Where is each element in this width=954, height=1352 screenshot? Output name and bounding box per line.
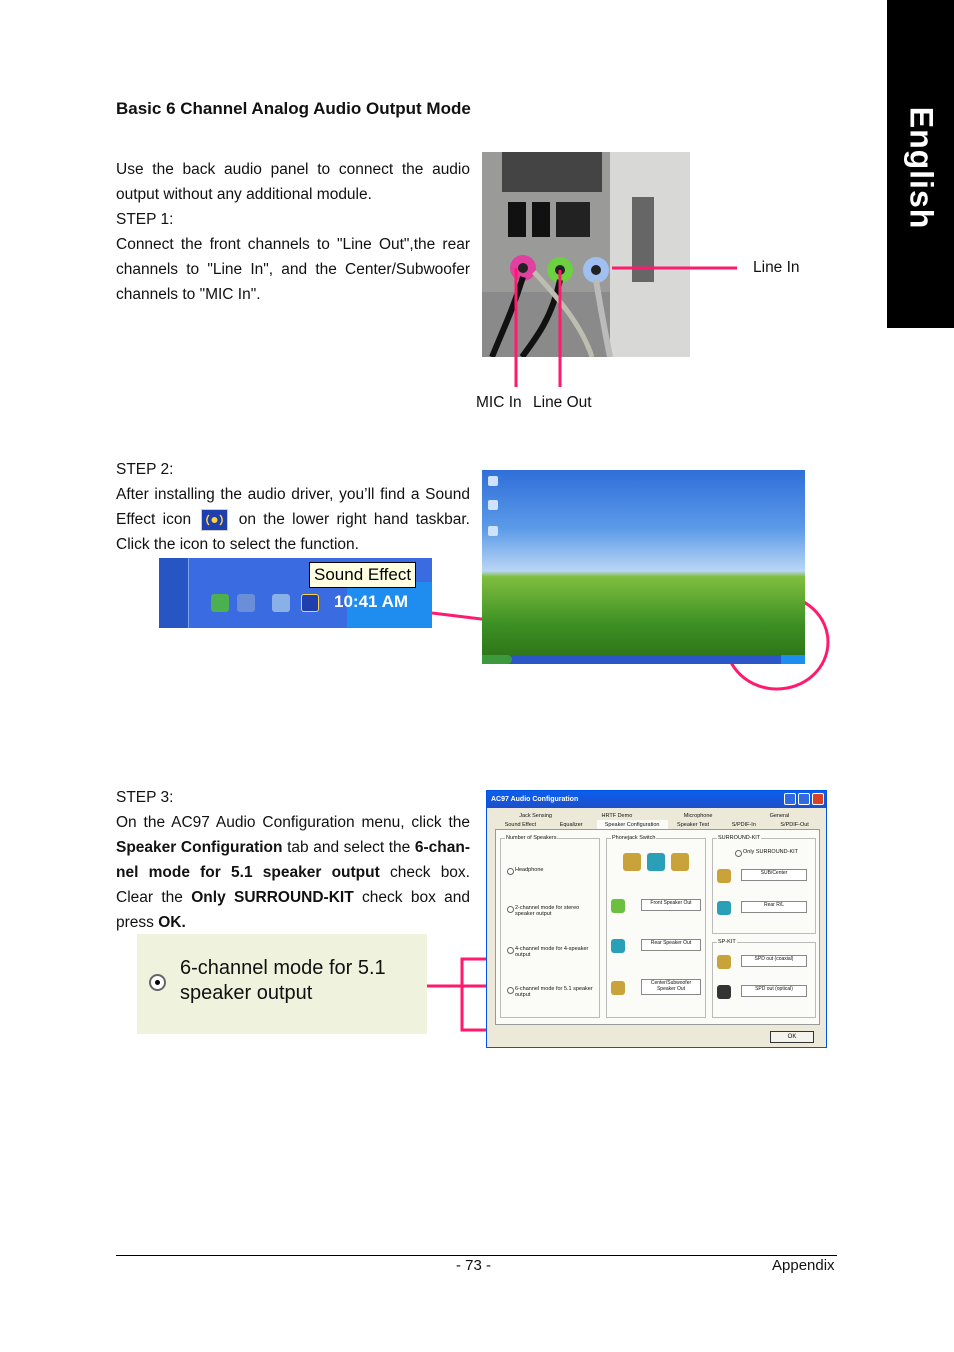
spd-out-optical-button[interactable]: SPD out (optical)	[741, 985, 807, 997]
ac97-config-window	[486, 790, 827, 1048]
network-icon[interactable]	[211, 594, 229, 612]
desktop-taskbar	[482, 655, 805, 664]
step2-title: STEP 2:	[116, 461, 174, 478]
sound-effect-tray-icon[interactable]	[301, 594, 319, 612]
start-button	[482, 655, 512, 664]
sub-center-button[interactable]: SUB/Center	[741, 869, 807, 881]
option-6-channel[interactable]: 6-channel mode for 5.1 speaker output	[515, 986, 595, 998]
sound-effect-icon	[201, 509, 228, 531]
desktop-icon-3	[488, 526, 498, 536]
step2-text	[116, 457, 470, 557]
rear-speaker-out-button[interactable]: Rear Speaker Out	[641, 939, 701, 951]
side-tab-label: English	[903, 106, 939, 230]
rear-rl-jack-icon	[717, 901, 731, 915]
jack-icon-3	[671, 853, 689, 871]
radio-selected-icon[interactable]	[149, 974, 166, 991]
group-title: SURROUND-KIT	[718, 835, 761, 841]
step2-body-b: on the lower right hand taskbar. Click the icon to select the function.	[116, 511, 470, 553]
number-of-speakers-group	[500, 835, 600, 1018]
jack-icon-1	[623, 853, 641, 871]
step3-text-1: On the AC97 Audio Configuration menu, click the	[116, 814, 470, 831]
group-title: Number of Speakers	[506, 835, 557, 841]
rear-rl-button[interactable]: Rear R/L	[741, 901, 807, 913]
speaker-config-panel	[495, 829, 820, 1025]
optical-jack-icon	[717, 985, 731, 999]
desktop-system-tray	[781, 655, 805, 664]
step1-title: STEP 1:	[116, 211, 174, 228]
sub-center-jack-icon	[717, 869, 731, 883]
close-button[interactable]	[812, 793, 824, 805]
minimize-button[interactable]	[784, 793, 796, 805]
desktop-icon-1	[488, 476, 498, 486]
only-surround-kit-checkbox[interactable]: Only SURROUND-KIT	[743, 849, 799, 855]
phonejack-switch-group	[606, 835, 706, 1018]
step3-bold-4: OK.	[158, 914, 186, 931]
front-jack-icon	[611, 899, 625, 913]
tray-clock: 10:41 AM	[334, 592, 409, 611]
step3-text-4: check box and press	[116, 889, 471, 931]
maximize-button[interactable]	[798, 793, 810, 805]
option-2-channel[interactable]: 2-channel mode for stereo speaker output	[515, 905, 595, 917]
step3-text-3: check box. Clear the	[116, 864, 470, 906]
mic-in-label: MIC In	[476, 394, 522, 411]
rear-jack-icon	[611, 939, 625, 953]
tab-microphone[interactable]: Microphone	[683, 813, 713, 819]
step3-body	[116, 810, 470, 935]
option-headphone[interactable]: Headphone	[515, 867, 595, 873]
zoom-option-label: 6-channel mode for 5.1 speaker output	[180, 957, 386, 1004]
front-speaker-out-button[interactable]: Front Speaker Out	[641, 899, 701, 911]
section-heading: Basic 6 Channel Analog Audio Output Mode	[116, 99, 471, 118]
tab-speaker-test[interactable]: Speaker Test	[677, 822, 710, 828]
line-out-label: Line Out	[533, 394, 592, 411]
group-title: SP-KIT	[718, 939, 736, 945]
window-title: AC97 Audio Configuration	[487, 791, 826, 808]
desktop-icon-2	[488, 500, 498, 510]
six-channel-option-zoom	[137, 934, 427, 1034]
jack-icon-2	[647, 853, 665, 871]
step1-intro: Use the back audio panel to connect the audio output without any additional module.	[116, 161, 470, 203]
step3-bold-1: Speaker Configuration	[116, 839, 283, 856]
footer-section: Appendix	[772, 1257, 835, 1274]
tab-speaker-configuration[interactable]: Speaker Configuration	[597, 820, 668, 830]
step3-text	[116, 785, 470, 935]
disconnected-icon[interactable]	[237, 594, 255, 612]
step3-title: STEP 3:	[116, 789, 174, 806]
tab-sound-effect[interactable]: Sound Effect	[504, 822, 537, 828]
group-title: Phonejack Switch	[612, 835, 656, 841]
tab-equalizer[interactable]: Equalizer	[559, 822, 583, 828]
option-4-channel[interactable]: 4-channel mode for 4-speaker output	[515, 946, 595, 958]
step3-bold-2: 6-chan- nel mode for 5.1 speaker output	[116, 839, 470, 881]
coaxial-jack-icon	[717, 955, 731, 969]
step2-body	[116, 482, 470, 557]
center-jack-icon	[611, 981, 625, 995]
sp-kit-group	[712, 939, 816, 1018]
taskbar-zoom	[159, 558, 432, 628]
center-subwoofer-button[interactable]: Center/Subwoofer Speaker Out	[641, 979, 701, 995]
step2-body-a: After installing the audio driver, you’ll find a Sound Effect icon	[116, 486, 470, 528]
monitor-icon[interactable]	[272, 594, 290, 612]
taskbar-left-area	[159, 558, 189, 628]
windows-desktop-screenshot	[482, 470, 805, 664]
line-in-label: Line In	[753, 259, 800, 276]
step3-text-2: tab and select the	[282, 839, 415, 856]
step3-bold-3: Only SURROUND-KIT	[191, 889, 354, 906]
tab-general[interactable]: General	[769, 813, 790, 819]
sound-effect-tooltip: Sound Effect	[309, 562, 416, 588]
ok-button[interactable]: OK	[770, 1031, 814, 1043]
page-number: - 73 -	[456, 1257, 492, 1274]
tab-hrtf-demo[interactable]: HRTF Demo	[601, 813, 633, 819]
footer-rule	[116, 1255, 837, 1256]
step1-body: Connect the front channels to "Line Out",the rear channels to "Line In", and the Center/Subwoofer channels to "MIC In".	[116, 236, 470, 303]
tab-jack-sensing[interactable]: Jack Sensing	[519, 813, 552, 819]
tab-spdif-in[interactable]: S/PDIF-In	[731, 822, 756, 828]
tab-spdif-out[interactable]: S/PDIF-Out	[780, 822, 809, 828]
surround-kit-group	[712, 835, 816, 934]
spd-out-coaxial-button[interactable]: SPD out (coaxial)	[741, 955, 807, 967]
